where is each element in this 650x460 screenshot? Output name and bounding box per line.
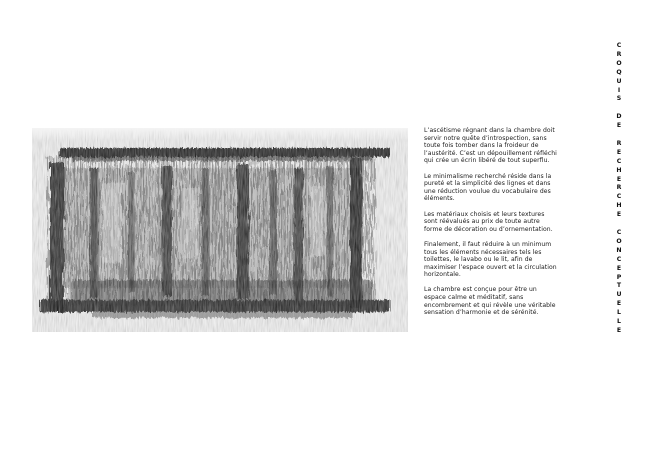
- title-letter: H: [616, 166, 622, 174]
- description-text: [424, 127, 557, 324]
- title-letter: E: [616, 300, 622, 308]
- title-letter: E: [616, 264, 622, 272]
- title-letter: D: [616, 113, 622, 121]
- title-letter: L: [617, 318, 621, 326]
- paragraph-2: Le minimalisme recherché réside dans la pureté et la simplicité des lignes et dans une réduction voulue du vocabulaire des éléments.: [424, 172, 552, 203]
- title-letter: E: [616, 326, 622, 334]
- title-letter: E: [616, 211, 622, 219]
- title-letter: O: [616, 59, 622, 67]
- title-letter: C: [616, 157, 622, 165]
- title-letter: R: [616, 184, 622, 192]
- title-letter: R: [616, 139, 622, 147]
- title-word: [616, 229, 621, 336]
- title-letter: Q: [616, 68, 622, 76]
- charcoal-sketch-image: [32, 128, 408, 332]
- title-letter: H: [616, 202, 622, 210]
- title-letter: E: [616, 148, 622, 156]
- paragraph-3: Les matériaux choisis et leurs textures sont réévalués au prix de toute autre forme de décoration ou d’ornementation.: [424, 210, 553, 233]
- title-letter: U: [616, 77, 622, 85]
- paragraph-1: L’ascétisme régnant dans la chambre doit servir notre quête d’introspection, sans toute fois tomber dans la froideur de l’austérité. C’est un dépouillement réfléchi qui crée un écrin libéré de tout superflu.: [424, 127, 557, 165]
- title-letter: S: [616, 95, 622, 103]
- title-letter: E: [616, 122, 622, 130]
- title-letter: E: [616, 175, 622, 183]
- paragraph-5: La chambre est conçue pour être un espace calme et méditatif, sans encombrement et qui révèle une véritable sensation d’harmonie et de sérénité.: [424, 286, 556, 317]
- title-letter: N: [616, 246, 622, 254]
- title-letter: I: [617, 86, 621, 94]
- sketch-drawing: [32, 128, 408, 332]
- title-letter: L: [617, 309, 621, 317]
- title-letter: C: [616, 228, 622, 236]
- title-letter: O: [616, 237, 622, 245]
- title-letter: R: [616, 50, 622, 58]
- title-letter: T: [616, 282, 622, 290]
- vertical-page-title: [612, 42, 626, 336]
- paragraph-4: Finalement, il faut réduire à un minimum tous les éléments nécessaires tels les toilettes, le lavabo ou le lit, afin de maximiser l’espace ouvert et la circulation horizontale.: [424, 240, 557, 279]
- title-letter: P: [616, 273, 622, 281]
- title-word: [616, 113, 621, 131]
- title-letter: C: [616, 193, 622, 201]
- title-word: [616, 140, 621, 220]
- title-letter: U: [616, 291, 622, 299]
- title-letter: C: [616, 255, 622, 263]
- title-word: [616, 42, 621, 104]
- title-letter: C: [616, 42, 622, 49]
